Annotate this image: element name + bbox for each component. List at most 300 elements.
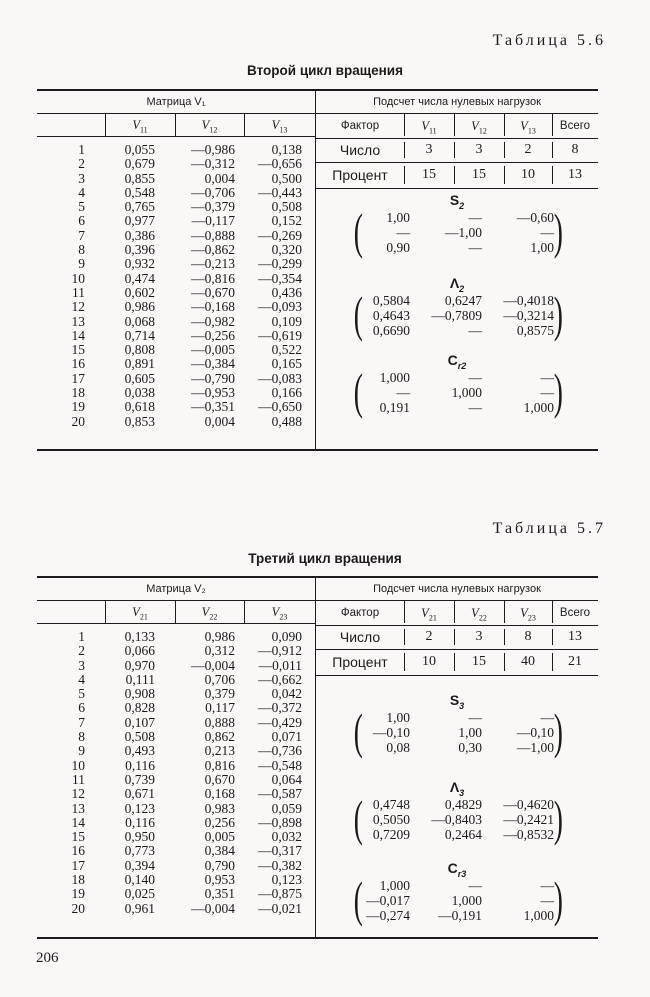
cell-col3: —0,898 <box>258 814 302 830</box>
row-index: 7 <box>78 227 85 243</box>
cell-col3: 0,138 <box>271 142 302 157</box>
matrix-cell: 1,00 <box>386 710 410 725</box>
table-row <box>37 272 315 286</box>
matrix-symbol: Λ <box>449 275 460 291</box>
count-row-label: Процент <box>332 654 388 670</box>
counts-column-rule <box>504 114 505 136</box>
column-header <box>175 601 244 623</box>
matrix-rows <box>37 630 315 916</box>
column-header <box>244 601 315 623</box>
cell-col3: 0,166 <box>271 385 302 401</box>
table-row <box>37 687 315 701</box>
row-index: 7 <box>78 714 85 730</box>
cell-col3: —0,662 <box>258 671 302 687</box>
cell-col3: 0,042 <box>271 686 302 702</box>
matrix-symbol: C <box>447 352 458 368</box>
table-title: Второй цикл вращения <box>247 63 403 78</box>
right-parenthesis: ) <box>554 363 564 419</box>
cell-col2: 0,790 <box>204 857 235 873</box>
matrix-subscript: 3 <box>459 787 465 798</box>
matrix-subscript: r3 <box>457 868 467 879</box>
matrix-cell: —0,8403 <box>431 812 482 827</box>
cell-col1: 0,111 <box>125 671 155 687</box>
cell-col1: 0,025 <box>124 886 155 902</box>
cell-col1: 0,891 <box>124 356 155 372</box>
variable-letter: V <box>421 119 429 133</box>
row-index: 14 <box>71 327 85 343</box>
counts-column-rule <box>552 653 553 671</box>
table-row <box>37 873 315 887</box>
counts-column-rule <box>504 166 505 184</box>
counts-column-rule <box>454 653 455 671</box>
cell-col3: —0,587 <box>258 786 302 802</box>
cell-col2: —0,256 <box>191 327 235 343</box>
table-row <box>37 716 315 730</box>
cell-col1: 0,808 <box>124 342 155 358</box>
cell-col3: —0,443 <box>258 184 302 200</box>
header-rule <box>37 136 315 137</box>
matrix-row <box>356 240 561 255</box>
matrix-cell: — <box>396 385 410 400</box>
counts-column-rule <box>552 166 553 184</box>
cell-col1: 0,671 <box>124 786 155 802</box>
row-index: 19 <box>71 886 85 902</box>
table-row <box>37 830 315 844</box>
right-parenthesis: ) <box>554 203 564 259</box>
counts-row-rule <box>316 675 598 676</box>
count-total: 13 <box>568 629 582 644</box>
row-index: 20 <box>71 413 85 429</box>
cell-col3: 0,436 <box>271 284 302 300</box>
matrix-cell: —0,10 <box>372 725 410 740</box>
variable-subscript: 23 <box>279 612 288 622</box>
matrix-cell: 0,7209 <box>372 827 410 842</box>
cell-col2: 0,706 <box>204 671 235 687</box>
matrix-cell: —0,274 <box>366 908 410 923</box>
matrix-cell: — <box>468 400 482 415</box>
count-value: 15 <box>472 654 486 669</box>
cell-col1: 0,950 <box>124 829 155 845</box>
row-index: 16 <box>71 843 85 859</box>
matrix-cell: 0,4643 <box>372 308 410 323</box>
cell-col1: 0,961 <box>124 900 155 916</box>
table-row <box>37 415 315 429</box>
table-row <box>37 357 315 371</box>
matrix-caption: Матрица V₂ <box>37 578 315 601</box>
cell-col1: 0,508 <box>124 729 155 745</box>
column-rule <box>244 601 245 623</box>
table-row <box>37 659 315 673</box>
cell-col2: 0,816 <box>204 757 235 773</box>
table-row <box>37 887 315 901</box>
matrix-cell: —0,4620 <box>503 797 554 812</box>
cell-col2: —0,953 <box>191 385 235 401</box>
matrix-row <box>356 812 561 827</box>
matrix-cell: 0,6247 <box>444 293 482 308</box>
count-row-label: Процент <box>332 167 388 183</box>
cell-col2: —0,004 <box>191 657 235 673</box>
cell-col3: —0,093 <box>258 299 302 315</box>
count-value: 3 <box>475 142 483 157</box>
table-row <box>37 200 315 214</box>
count-value: 3 <box>475 629 483 644</box>
cell-col3: —0,083 <box>258 370 302 386</box>
counts-row-rule <box>316 625 598 626</box>
counts-column-rule <box>404 629 405 645</box>
table-row <box>37 802 315 816</box>
count-value: 40 <box>521 654 535 669</box>
counts-column-rule <box>504 653 505 671</box>
matrix-cell: 1,000 <box>523 400 554 415</box>
cell-col2: —0,004 <box>191 900 235 916</box>
table-row <box>37 343 315 357</box>
cell-col2: —0,670 <box>191 284 235 300</box>
left-parenthesis: ( <box>353 286 363 342</box>
cell-col2: —0,168 <box>191 299 235 315</box>
cell-col3: 0,522 <box>271 342 302 358</box>
count-total: 13 <box>568 167 582 182</box>
matrix-row <box>356 308 561 323</box>
matrix-cell: — <box>540 710 554 725</box>
row-index: 14 <box>71 814 85 830</box>
row-index: 15 <box>71 342 85 358</box>
cell-col3: 0,090 <box>271 629 302 644</box>
counts-column-rule <box>552 142 553 158</box>
column-header <box>244 114 315 136</box>
cell-col3: —0,619 <box>258 327 302 343</box>
variable-subscript: 23 <box>527 613 536 623</box>
matrix-cell: 0,6690 <box>372 323 410 338</box>
cell-col1: 0,986 <box>124 299 155 315</box>
matrix-cell: 0,191 <box>379 400 410 415</box>
column-rule <box>175 114 176 136</box>
counts-row-rule <box>316 162 598 163</box>
matrix-cell: — <box>396 225 410 240</box>
variable-subscript: 21 <box>139 612 148 622</box>
cell-col3: 0,064 <box>271 771 302 787</box>
cell-col1: 0,116 <box>125 757 155 773</box>
counts-column-rule <box>454 629 455 645</box>
variable-letter: V <box>471 119 479 133</box>
row-index: 17 <box>71 370 85 386</box>
matrix-body <box>353 203 564 259</box>
row-index: 8 <box>78 242 85 258</box>
cell-col1: 0,394 <box>124 857 155 873</box>
cell-col3: 0,032 <box>271 829 302 845</box>
matrix-cell: — <box>468 370 482 385</box>
row-index: 9 <box>78 256 85 272</box>
cell-col2: —0,312 <box>191 156 235 172</box>
count-row-label: Число <box>339 142 381 158</box>
variable-letter: V <box>201 605 210 619</box>
table-row <box>37 315 315 329</box>
cell-col2: —0,888 <box>191 227 235 243</box>
table-frame <box>37 576 598 939</box>
column-rule <box>105 601 106 623</box>
cell-col2: 0,670 <box>204 771 235 787</box>
variable-subscript: 12 <box>478 126 487 136</box>
row-index: 5 <box>78 686 85 702</box>
cell-col3: 0,123 <box>271 872 302 888</box>
table-number: Таблица 5.7 <box>492 520 606 537</box>
column-header <box>175 114 244 136</box>
cell-col3: —0,650 <box>258 399 302 415</box>
count-row-label: Число <box>339 629 381 645</box>
matrix-row <box>356 293 561 308</box>
counts-column-rule <box>454 166 455 184</box>
matrix-cell: 1,00 <box>458 725 482 740</box>
row-index: 4 <box>78 671 85 687</box>
cell-col1: 0,739 <box>124 771 155 787</box>
row-index: 18 <box>71 872 85 888</box>
cell-col1: 0,618 <box>124 399 155 415</box>
row-index: 20 <box>71 900 85 916</box>
cell-col2: 0,384 <box>204 843 235 859</box>
right-parenthesis: ) <box>554 790 564 846</box>
matrix-cell: — <box>468 240 482 255</box>
variable-letter: V <box>471 606 479 620</box>
counts-row-rule <box>316 138 598 139</box>
table-row <box>37 744 315 758</box>
counts-column-rule <box>404 653 405 671</box>
row-index: 5 <box>78 199 85 215</box>
matrix-row <box>356 908 561 923</box>
row-index: 12 <box>71 299 85 315</box>
counts-column-rule <box>504 601 505 623</box>
matrix-row <box>356 725 561 740</box>
cell-col1: 0,548 <box>124 184 155 200</box>
variable-letter: V <box>421 606 429 620</box>
row-index: 10 <box>71 270 85 286</box>
matrix-cell: — <box>540 893 554 908</box>
count-header-factor: Фактор <box>340 120 380 132</box>
cell-col3: —0,429 <box>258 714 302 730</box>
row-index: 13 <box>71 313 85 329</box>
row-index: 6 <box>78 213 85 229</box>
variable-letter: V <box>201 118 210 132</box>
table-row <box>37 759 315 773</box>
count-header-total: Всего <box>559 607 591 619</box>
variable-subscript: 22 <box>209 612 218 622</box>
matrix-body <box>353 286 564 342</box>
matrix-cell: —0,60 <box>516 210 554 225</box>
cell-col1: 0,970 <box>124 657 155 673</box>
variable-subscript: 12 <box>209 125 218 135</box>
cell-col1: 0,038 <box>124 385 155 401</box>
cell-col1: 0,828 <box>124 700 155 716</box>
cell-col1: 0,679 <box>124 156 155 172</box>
row-index: 6 <box>78 700 85 716</box>
matrix-cell: —0,2421 <box>503 812 554 827</box>
cell-col1: 0,066 <box>124 643 155 659</box>
row-index: 2 <box>78 643 85 659</box>
matrix-subscript: 2 <box>459 200 465 211</box>
cell-col2: —0,706 <box>191 184 235 200</box>
cell-col3: 0,500 <box>271 170 302 186</box>
matrix-row <box>356 225 561 240</box>
cell-col3: —0,299 <box>258 256 302 272</box>
row-index: 8 <box>78 729 85 745</box>
cell-col3: 0,488 <box>271 413 302 429</box>
count-value: 15 <box>422 167 436 182</box>
counts-column-rule <box>404 142 405 158</box>
table-row <box>37 400 315 414</box>
matrix-cell: — <box>468 878 482 893</box>
matrix-cell: 0,5804 <box>372 293 410 308</box>
row-index: 18 <box>71 385 85 401</box>
matrix-cell: 1,000 <box>523 908 554 923</box>
counts-row-rule <box>316 649 598 650</box>
cell-col1: 0,107 <box>124 714 155 730</box>
cell-col2: 0,117 <box>205 700 235 716</box>
matrix-cell: —0,191 <box>438 908 482 923</box>
counts-row-rule <box>316 188 598 189</box>
column-rule <box>105 114 106 136</box>
matrix-row <box>356 370 561 385</box>
count-value: 15 <box>472 167 486 182</box>
cell-col2: 0,888 <box>204 714 235 730</box>
table-row <box>37 372 315 386</box>
matrix-panel <box>37 91 316 449</box>
matrix-cell: 1,00 <box>530 240 554 255</box>
counts-panel <box>316 578 598 937</box>
table-row <box>37 214 315 228</box>
cell-col2: —0,816 <box>191 270 235 286</box>
matrix-cell: — <box>468 323 482 338</box>
counts-column-rule <box>454 142 455 158</box>
cell-col1: 0,068 <box>124 313 155 329</box>
matrix-cell: — <box>468 210 482 225</box>
table-row <box>37 257 315 271</box>
variable-letter: V <box>271 605 280 619</box>
matrix-cell: —0,3214 <box>503 308 554 323</box>
cell-col1: 0,133 <box>124 629 155 644</box>
cell-col1: 0,140 <box>124 872 155 888</box>
table-row <box>37 816 315 830</box>
cell-col1: 0,386 <box>124 227 155 243</box>
cell-col3: —0,656 <box>258 156 302 172</box>
cell-col3: —0,736 <box>258 743 302 759</box>
cell-col1: 0,602 <box>124 284 155 300</box>
cell-col2: —0,982 <box>191 313 235 329</box>
table-title: Третий цикл вращения <box>248 551 402 566</box>
cell-col3: 0,508 <box>271 199 302 215</box>
table-row <box>37 143 315 157</box>
table-row <box>37 859 315 873</box>
row-index: 19 <box>71 399 85 415</box>
matrix-cell: 0,08 <box>386 740 410 755</box>
row-index: 9 <box>78 743 85 759</box>
counts-column-rule <box>552 629 553 645</box>
cell-col2: 0,986 <box>204 629 235 644</box>
matrix-row <box>356 740 561 755</box>
matrix-cell: 0,4829 <box>444 797 482 812</box>
right-parenthesis: ) <box>554 286 564 342</box>
matrix-row <box>356 710 561 725</box>
cell-col1: 0,055 <box>124 142 155 157</box>
row-index: 3 <box>78 657 85 673</box>
cell-col3: —0,011 <box>258 657 302 673</box>
column-rule <box>244 114 245 136</box>
matrix-symbol: Λ <box>449 779 460 795</box>
matrix-row <box>356 827 561 842</box>
cell-col1: 0,853 <box>124 413 155 429</box>
table-row <box>37 630 315 644</box>
row-index: 17 <box>71 857 85 873</box>
cell-col1: 0,932 <box>124 256 155 272</box>
table-row <box>37 329 315 343</box>
left-parenthesis: ( <box>353 703 363 759</box>
table-row <box>37 701 315 715</box>
left-parenthesis: ( <box>353 790 363 846</box>
cell-col2: 0,005 <box>204 829 235 845</box>
cell-col3: 0,152 <box>271 213 302 229</box>
matrix-subscript: r2 <box>457 360 467 371</box>
count-value: 3 <box>425 142 433 157</box>
cell-col2: —0,351 <box>191 399 235 415</box>
counts-column-rule <box>404 166 405 184</box>
matrix-caption: Матрица V₁ <box>37 91 315 114</box>
cell-col1: 0,773 <box>124 843 155 859</box>
row-index: 13 <box>71 800 85 816</box>
row-index: 15 <box>71 829 85 845</box>
matrix-cell: — <box>540 225 554 240</box>
left-parenthesis: ( <box>353 871 363 927</box>
row-index: 11 <box>72 284 85 300</box>
matrix-row <box>356 210 561 225</box>
cell-col2: 0,862 <box>204 729 235 745</box>
table-row <box>37 386 315 400</box>
count-value: 8 <box>524 629 532 644</box>
row-index: 16 <box>71 356 85 372</box>
table-row <box>37 902 315 916</box>
variable-subscript: 21 <box>428 613 437 623</box>
matrix-symbol: S <box>449 692 460 708</box>
cell-col3: —0,875 <box>258 886 302 902</box>
counts-panel <box>316 91 598 449</box>
matrix-cell: 0,30 <box>458 740 482 755</box>
cell-col3: —0,382 <box>258 857 302 873</box>
matrix-cell: —0,4018 <box>503 293 554 308</box>
cell-col1: 0,123 <box>124 800 155 816</box>
header-rule <box>37 623 315 624</box>
variable-letter: V <box>132 118 140 132</box>
cell-col1: 0,493 <box>124 743 155 759</box>
cell-col3: —0,372 <box>258 700 302 716</box>
variable-letter: V <box>520 606 528 620</box>
counts-caption: Подсчет числа нулевых нагрузок <box>316 91 598 114</box>
cell-col2: —0,986 <box>191 142 235 157</box>
variable-letter: V <box>132 605 140 619</box>
cell-col3: —0,021 <box>258 900 302 916</box>
counts-caption: Подсчет числа нулевых нагрузок <box>316 578 598 601</box>
cell-col1: 0,116 <box>125 814 155 830</box>
variable-subscript: 11 <box>428 126 437 136</box>
counts-column-rule <box>552 114 553 136</box>
row-index: 2 <box>78 156 85 172</box>
matrix-cell: 1,000 <box>379 878 410 893</box>
row-index: 10 <box>71 757 85 773</box>
matrix-body <box>353 790 564 846</box>
matrix-cell: —0,10 <box>516 725 554 740</box>
matrix-cell: 1,000 <box>451 385 482 400</box>
cell-col2: 0,004 <box>204 170 235 186</box>
table-row <box>37 673 315 687</box>
table-row <box>37 300 315 314</box>
cell-col2: 0,953 <box>204 872 235 888</box>
table-row <box>37 157 315 171</box>
row-index: 4 <box>78 184 85 200</box>
